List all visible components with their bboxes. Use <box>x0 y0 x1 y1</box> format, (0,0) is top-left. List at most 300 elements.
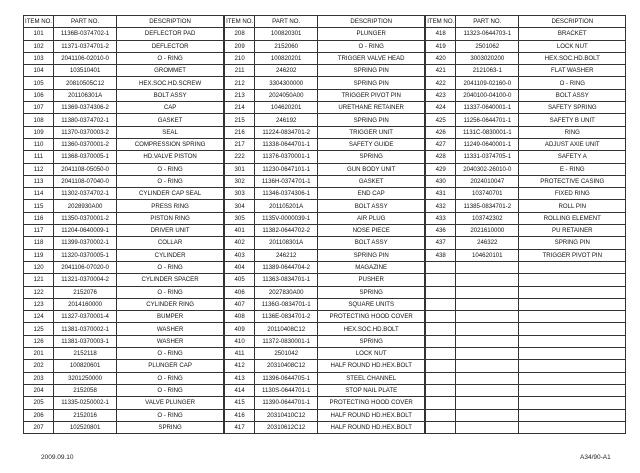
description-cell: PUSHER <box>318 274 425 286</box>
part-no-cell: 11372-0830001-1 <box>255 335 318 347</box>
item-no-cell: 404 <box>225 261 255 273</box>
description-cell: O - RING <box>117 52 224 64</box>
item-no-cell: 302 <box>225 175 255 187</box>
item-no-cell: 416 <box>225 409 255 421</box>
part-no-cell: 2041106-02010-0 <box>54 52 117 64</box>
table-row <box>225 65 425 77</box>
table-row <box>426 286 626 298</box>
item-no-cell: 123 <box>24 298 54 310</box>
part-no-cell: 11385-0834701-2 <box>456 200 519 212</box>
table-row <box>225 397 425 409</box>
part-no-cell: 11381-0370003-1 <box>54 335 117 347</box>
item-no-cell: 206 <box>24 409 54 421</box>
part-no-cell: 201105201A <box>255 200 318 212</box>
item-no-cell: 403 <box>225 249 255 261</box>
part-no-cell: 20110408C12 <box>255 323 318 335</box>
item-no-cell: 426 <box>426 126 456 138</box>
table-row <box>426 409 626 421</box>
part-no-cell: 2040302-26010-0 <box>456 163 519 175</box>
item-no-cell: 113 <box>24 175 54 187</box>
part-no-cell: 2041106-07020-0 <box>54 261 117 273</box>
table-row <box>426 360 626 372</box>
description-cell: SPRING <box>318 335 425 347</box>
description-cell: PLUNGER CAP <box>117 360 224 372</box>
table-row <box>24 138 224 150</box>
table-row <box>225 188 425 200</box>
table-row <box>225 360 425 372</box>
table-row <box>225 249 425 261</box>
description-cell: URETHANE RETAINER <box>318 102 425 114</box>
table-row <box>225 421 425 433</box>
description-cell: O - RING <box>117 175 224 187</box>
table-row <box>426 237 626 249</box>
table-body <box>24 28 224 434</box>
description-cell <box>519 286 626 298</box>
table-row <box>24 249 224 261</box>
item-no-cell: 419 <box>426 40 456 52</box>
table-row <box>426 52 626 64</box>
part-no-cell: 102520801 <box>54 421 117 433</box>
item-no-cell: 420 <box>426 52 456 64</box>
part-no-cell: 11204-0640009-1 <box>54 225 117 237</box>
table-row <box>426 372 626 384</box>
part-no-cell <box>456 335 519 347</box>
table-row <box>426 77 626 89</box>
item-no-cell: 208 <box>225 28 255 40</box>
item-no-cell: 212 <box>225 77 255 89</box>
description-cell: HALF ROUND HD.HEX.BOLT <box>318 409 425 421</box>
item-no-cell <box>426 384 456 396</box>
table-row <box>24 40 224 52</box>
part-no-cell: 11350-0370001-2 <box>54 212 117 224</box>
item-no-cell: 432 <box>426 200 456 212</box>
description-cell <box>519 348 626 360</box>
part-no-cell: 3304300000 <box>255 77 318 89</box>
table-row <box>426 384 626 396</box>
table-row <box>24 261 224 273</box>
header-description: DESCRIPTION <box>318 16 425 28</box>
description-cell: SPRING PIN <box>519 237 626 249</box>
part-no-cell: 20310408C12 <box>255 360 318 372</box>
description-cell <box>519 360 626 372</box>
table-body <box>426 28 626 434</box>
item-no-cell: 201 <box>24 348 54 360</box>
table-row <box>426 335 626 347</box>
description-cell: DEFLECTOR PAD <box>117 28 224 40</box>
part-no-cell: 2121063-1 <box>456 65 519 77</box>
table-row <box>225 311 425 323</box>
item-no-cell: 415 <box>225 397 255 409</box>
part-no-cell: 2027830A00 <box>255 286 318 298</box>
item-no-cell <box>426 348 456 360</box>
part-no-cell: 11323-0644703-1 <box>456 28 519 40</box>
table-row <box>225 102 425 114</box>
description-cell: ROLL PIN <box>519 200 626 212</box>
item-no-cell: 101 <box>24 28 54 40</box>
description-cell <box>519 372 626 384</box>
description-cell: LOCK NUT <box>519 40 626 52</box>
part-no-cell: 246322 <box>456 237 519 249</box>
description-cell: HEX.SOC.HD.SCREW <box>117 77 224 89</box>
part-no-cell: 11369-0374306-2 <box>54 102 117 114</box>
table-row <box>24 372 224 384</box>
description-cell: HD.VALVE PISTON <box>117 151 224 163</box>
item-no-cell: 410 <box>225 335 255 347</box>
part-no-cell: 104620201 <box>255 102 318 114</box>
part-no-cell: 11382-0644702-2 <box>255 225 318 237</box>
item-no-cell <box>426 274 456 286</box>
item-no-cell: 118 <box>24 237 54 249</box>
part-no-cell: 11360-0370001-2 <box>54 138 117 150</box>
item-no-cell: 119 <box>24 249 54 261</box>
description-cell: CYLINDER RING <box>117 298 224 310</box>
table-row <box>426 188 626 200</box>
part-no-cell: 11390-0644701-1 <box>255 397 318 409</box>
description-cell: O - RING <box>117 348 224 360</box>
table-row <box>426 102 626 114</box>
part-no-cell: 100820601 <box>54 360 117 372</box>
part-no-cell: 1131C-0830001-1 <box>456 126 519 138</box>
table-row <box>24 286 224 298</box>
table-row <box>426 225 626 237</box>
description-cell: CYLINDER <box>117 249 224 261</box>
description-cell: PU RETAINER <box>519 225 626 237</box>
part-no-cell: 246192 <box>255 114 318 126</box>
item-no-cell: 104 <box>24 65 54 77</box>
table-row <box>24 237 224 249</box>
header-part-no: PART NO. <box>255 16 318 28</box>
table-row <box>426 65 626 77</box>
description-cell: O - RING <box>117 409 224 421</box>
description-cell: PROTECTING HOOD COVER <box>318 311 425 323</box>
item-no-cell: 110 <box>24 138 54 150</box>
part-no-cell: 100820301 <box>255 28 318 40</box>
item-no-cell <box>426 360 456 372</box>
part-no-cell: 2021610000 <box>456 225 519 237</box>
table-row <box>24 65 224 77</box>
table-row <box>426 397 626 409</box>
description-cell: WASHER <box>117 323 224 335</box>
part-no-cell <box>456 384 519 396</box>
table-row <box>426 323 626 335</box>
part-no-cell: 2041109-02160-0 <box>456 77 519 89</box>
table-row <box>225 237 425 249</box>
item-no-cell: 213 <box>225 89 255 101</box>
part-no-cell: 20310410C12 <box>255 409 318 421</box>
item-no-cell <box>426 261 456 273</box>
parts-list-grid <box>23 15 626 434</box>
description-cell: SPRING <box>318 286 425 298</box>
item-no-cell: 423 <box>426 89 456 101</box>
description-cell: TRIGGER PIVOT PIN <box>318 89 425 101</box>
table-row <box>24 151 224 163</box>
item-no-cell: 108 <box>24 114 54 126</box>
part-no-cell: 11256-0644701-1 <box>456 114 519 126</box>
table-row <box>225 151 425 163</box>
part-no-cell: 11363-0834701-1 <box>255 274 318 286</box>
item-no-cell: 205 <box>24 397 54 409</box>
part-no-cell: 2041108-07040-0 <box>54 175 117 187</box>
item-no-cell: 102 <box>24 40 54 52</box>
description-cell: PISTON RING <box>117 212 224 224</box>
part-no-cell: 20310612C12 <box>255 421 318 433</box>
description-cell: O - RING <box>318 40 425 52</box>
description-cell: HEX.SOC.HD.BOLT <box>519 52 626 64</box>
part-no-cell: 11338-0644701-1 <box>255 138 318 150</box>
header-row <box>24 16 224 28</box>
part-no-cell: 2024010047 <box>456 175 519 187</box>
item-no-cell <box>426 323 456 335</box>
description-cell: MAGAZINE <box>318 261 425 273</box>
item-no-cell <box>426 409 456 421</box>
part-no-cell <box>456 397 519 409</box>
item-no-cell: 114 <box>24 188 54 200</box>
description-cell: SPRING PIN <box>318 114 425 126</box>
item-no-cell: 210 <box>225 52 255 64</box>
part-no-cell: 2152016 <box>54 409 117 421</box>
description-cell: SPRING <box>318 151 425 163</box>
parts-table-3 <box>425 15 626 434</box>
header-row <box>225 16 425 28</box>
description-cell <box>519 421 626 433</box>
part-no-cell: 11371-0374701-2 <box>54 40 117 52</box>
part-no-cell: 11337-0640001-1 <box>456 102 519 114</box>
part-no-cell: 1136G-0834701-1 <box>255 298 318 310</box>
item-no-cell: 402 <box>225 237 255 249</box>
item-no-cell: 126 <box>24 335 54 347</box>
description-cell: BOLT ASSY <box>318 237 425 249</box>
table-row <box>426 274 626 286</box>
part-no-cell: 11399-0370002-1 <box>54 237 117 249</box>
item-no-cell: 425 <box>426 114 456 126</box>
item-no-cell: 303 <box>225 188 255 200</box>
item-no-cell: 409 <box>225 323 255 335</box>
table-row <box>24 175 224 187</box>
table-row <box>225 200 425 212</box>
item-no-cell: 438 <box>426 249 456 261</box>
part-no-cell: 103742302 <box>456 212 519 224</box>
item-no-cell: 122 <box>24 286 54 298</box>
description-cell: GASKET <box>117 114 224 126</box>
table-row <box>225 372 425 384</box>
table-row <box>24 225 224 237</box>
description-cell: SAFETY A <box>519 151 626 163</box>
item-no-cell: 107 <box>24 102 54 114</box>
part-no-cell: 11249-0640001-1 <box>456 138 519 150</box>
item-no-cell: 217 <box>225 138 255 150</box>
description-cell: E - RING <box>519 163 626 175</box>
item-no-cell: 413 <box>225 372 255 384</box>
part-no-cell: 11335-0250002-1 <box>54 397 117 409</box>
parts-table-1 <box>23 15 224 434</box>
table-row <box>225 298 425 310</box>
part-no-cell: 103510401 <box>54 65 117 77</box>
part-no-cell <box>456 298 519 310</box>
part-no-cell: 2501062 <box>456 40 519 52</box>
item-no-cell: 305 <box>225 212 255 224</box>
description-cell: O - RING <box>519 77 626 89</box>
table-row <box>24 335 224 347</box>
description-cell: FIXED RING <box>519 188 626 200</box>
description-cell: O - RING <box>117 372 224 384</box>
table-row <box>426 28 626 40</box>
item-no-cell: 430 <box>426 175 456 187</box>
item-no-cell: 407 <box>225 298 255 310</box>
description-cell: TRIGGER UNIT <box>318 126 425 138</box>
description-cell: WASHER <box>117 335 224 347</box>
table-row <box>426 175 626 187</box>
part-no-cell: 11346-0374306-1 <box>255 188 318 200</box>
table-row <box>426 200 626 212</box>
table-row <box>24 409 224 421</box>
description-cell: BRACKET <box>519 28 626 40</box>
description-cell: BOLT ASSY <box>117 89 224 101</box>
table-row <box>426 114 626 126</box>
part-no-cell: 1136B-0374702-1 <box>54 28 117 40</box>
part-no-cell <box>456 274 519 286</box>
description-cell: O - RING <box>117 384 224 396</box>
item-no-cell: 214 <box>225 102 255 114</box>
description-cell: COLLAR <box>117 237 224 249</box>
description-cell: SPRING PIN <box>318 65 425 77</box>
description-cell: ROLLING ELEMENT <box>519 212 626 224</box>
part-no-cell: 1136E-0834701-2 <box>255 311 318 323</box>
part-no-cell <box>456 421 519 433</box>
table-row <box>24 384 224 396</box>
description-cell: TRIGGER PIVOT PIN <box>519 249 626 261</box>
part-no-cell: 11389-0644704-2 <box>255 261 318 273</box>
description-cell: SPRING PIN <box>318 77 425 89</box>
part-no-cell: 201106301A <box>54 89 117 101</box>
item-no-cell: 117 <box>24 225 54 237</box>
description-cell: CYLINDER CAP SEAL <box>117 188 224 200</box>
item-no-cell: 429 <box>426 163 456 175</box>
item-no-cell: 408 <box>225 311 255 323</box>
table-row <box>225 126 425 138</box>
item-no-cell: 406 <box>225 286 255 298</box>
part-no-cell: 20810505C12 <box>54 77 117 89</box>
description-cell: CAP <box>117 102 224 114</box>
description-cell: LOCK NUT <box>318 348 425 360</box>
part-no-cell: 11396-0644705-1 <box>255 372 318 384</box>
item-no-cell: 120 <box>24 261 54 273</box>
item-no-cell: 418 <box>426 28 456 40</box>
item-no-cell: 115 <box>24 200 54 212</box>
item-no-cell: 121 <box>24 274 54 286</box>
table-row <box>426 126 626 138</box>
header-row <box>426 16 626 28</box>
part-no-cell: 2501042 <box>255 348 318 360</box>
part-no-cell <box>456 360 519 372</box>
part-no-cell <box>456 323 519 335</box>
header-item-no: ITEM NO. <box>225 16 255 28</box>
part-no-cell <box>456 286 519 298</box>
table-row <box>24 311 224 323</box>
table-row <box>225 138 425 150</box>
part-no-cell: 246202 <box>255 65 318 77</box>
part-no-cell: 2152118 <box>54 348 117 360</box>
table-row <box>426 212 626 224</box>
item-no-cell: 116 <box>24 212 54 224</box>
table-row <box>426 311 626 323</box>
part-no-cell: 11370-0370003-2 <box>54 126 117 138</box>
item-no-cell: 422 <box>426 77 456 89</box>
item-no-cell: 431 <box>426 188 456 200</box>
item-no-cell: 417 <box>225 421 255 433</box>
description-cell: STOP NAIL PLATE <box>318 384 425 396</box>
description-cell <box>519 409 626 421</box>
description-cell: DEFLECTOR <box>117 40 224 52</box>
part-no-cell: 3003020200 <box>456 52 519 64</box>
table-row <box>225 114 425 126</box>
description-cell: BUMPER <box>117 311 224 323</box>
part-no-cell: 2152058 <box>54 384 117 396</box>
item-no-cell <box>426 372 456 384</box>
item-no-cell: 411 <box>225 348 255 360</box>
part-no-cell <box>456 348 519 360</box>
part-no-cell: 2024050A00 <box>255 89 318 101</box>
table-row <box>24 421 224 433</box>
description-cell: STEEL CHANNEL <box>318 372 425 384</box>
part-no-cell: 11380-0374702-1 <box>54 114 117 126</box>
description-cell: HALF ROUND HD.HEX.BOLT <box>318 421 425 433</box>
description-cell <box>519 384 626 396</box>
table-row <box>225 28 425 40</box>
item-no-cell: 428 <box>426 151 456 163</box>
table-row <box>24 188 224 200</box>
description-cell: SQUARE UNITS <box>318 298 425 310</box>
table-row <box>24 77 224 89</box>
description-cell: BOLT ASSY <box>318 200 425 212</box>
description-cell: NOSE PIECE <box>318 225 425 237</box>
description-cell: PRESS RING <box>117 200 224 212</box>
description-cell: O - RING <box>117 261 224 273</box>
item-no-cell: 424 <box>426 102 456 114</box>
table-row <box>24 360 224 372</box>
part-no-cell: 2040100-04100-0 <box>456 89 519 101</box>
part-no-cell: 11376-0370001-1 <box>255 151 318 163</box>
table-row <box>225 40 425 52</box>
description-cell: PROTECTING HOOD COVER <box>318 397 425 409</box>
table-row <box>426 163 626 175</box>
part-no-cell: 11230-0647101-1 <box>255 163 318 175</box>
part-no-cell: 11327-0370001-4 <box>54 311 117 323</box>
table-row <box>24 397 224 409</box>
item-no-cell: 421 <box>426 65 456 77</box>
description-cell: COMPRESSION SPRING <box>117 138 224 150</box>
description-cell <box>519 335 626 347</box>
table-row <box>426 89 626 101</box>
header-part-no: PART NO. <box>456 16 519 28</box>
part-no-cell <box>456 372 519 384</box>
part-no-cell: 1130S-0644701-1 <box>255 384 318 396</box>
table-row <box>225 335 425 347</box>
part-no-cell: 100820201 <box>255 52 318 64</box>
item-no-cell: 427 <box>426 138 456 150</box>
description-cell: GUN BODY UNIT <box>318 163 425 175</box>
table-row <box>225 348 425 360</box>
table-row <box>24 348 224 360</box>
description-cell: BOLT ASSY <box>519 89 626 101</box>
table-row <box>24 212 224 224</box>
description-cell <box>519 298 626 310</box>
item-no-cell: 103 <box>24 52 54 64</box>
item-no-cell <box>426 286 456 298</box>
table-row <box>225 175 425 187</box>
header-item-no: ITEM NO. <box>426 16 456 28</box>
header-description: DESCRIPTION <box>519 16 626 28</box>
table-row <box>426 151 626 163</box>
